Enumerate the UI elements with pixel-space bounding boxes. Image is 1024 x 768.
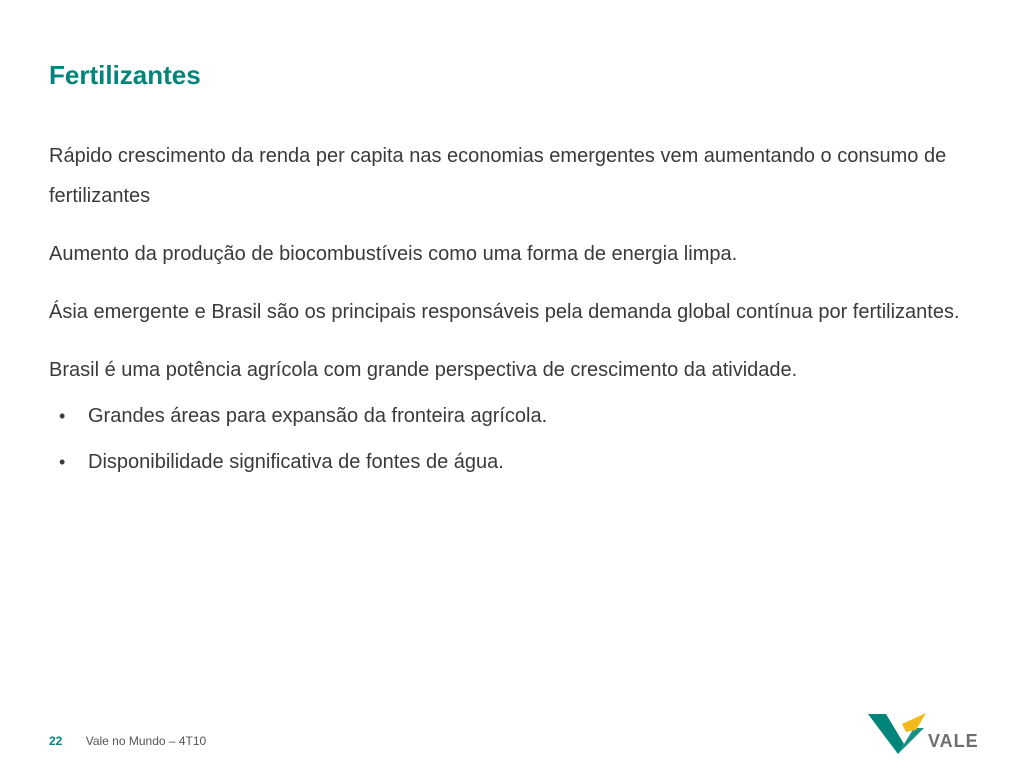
paragraph-brazil: Brasil é uma potência agrícola com grande perspectiva de crescimento da atividade.	[49, 359, 798, 381]
slide-body	[49, 136, 979, 488]
bullet-item	[49, 442, 979, 482]
footer	[49, 734, 206, 748]
bullet-list	[49, 396, 979, 482]
bullet-text: Disponibilidade significativa de fontes de água.	[88, 451, 504, 473]
paragraph-demand: Ásia emergente e Brasil são os principais responsáveis pela demanda global contínua por fertilizantes.	[49, 301, 960, 323]
page-number: 22	[49, 734, 63, 748]
logo-text: VALE	[928, 731, 979, 751]
logo-teal-chevron	[868, 714, 904, 754]
bullet-item	[49, 396, 979, 436]
paragraph-biofuels: Aumento da produção de biocombustíveis como uma forma de energia limpa.	[49, 243, 738, 265]
bullet-dot-icon: •	[59, 452, 66, 472]
bullet-dot-icon: •	[59, 406, 66, 426]
slide-title: Fertilizantes	[49, 60, 201, 90]
vale-logo-icon	[866, 710, 981, 756]
paragraph-income-growth: Rápido crescimento da renda per capita nas economias emergentes vem aumentando o consumo de fertilizantes	[49, 145, 947, 207]
footer-caption: Vale no Mundo – 4T10	[85, 734, 207, 748]
bullet-text: Grandes áreas para expansão da fronteira agrícola.	[88, 405, 548, 427]
